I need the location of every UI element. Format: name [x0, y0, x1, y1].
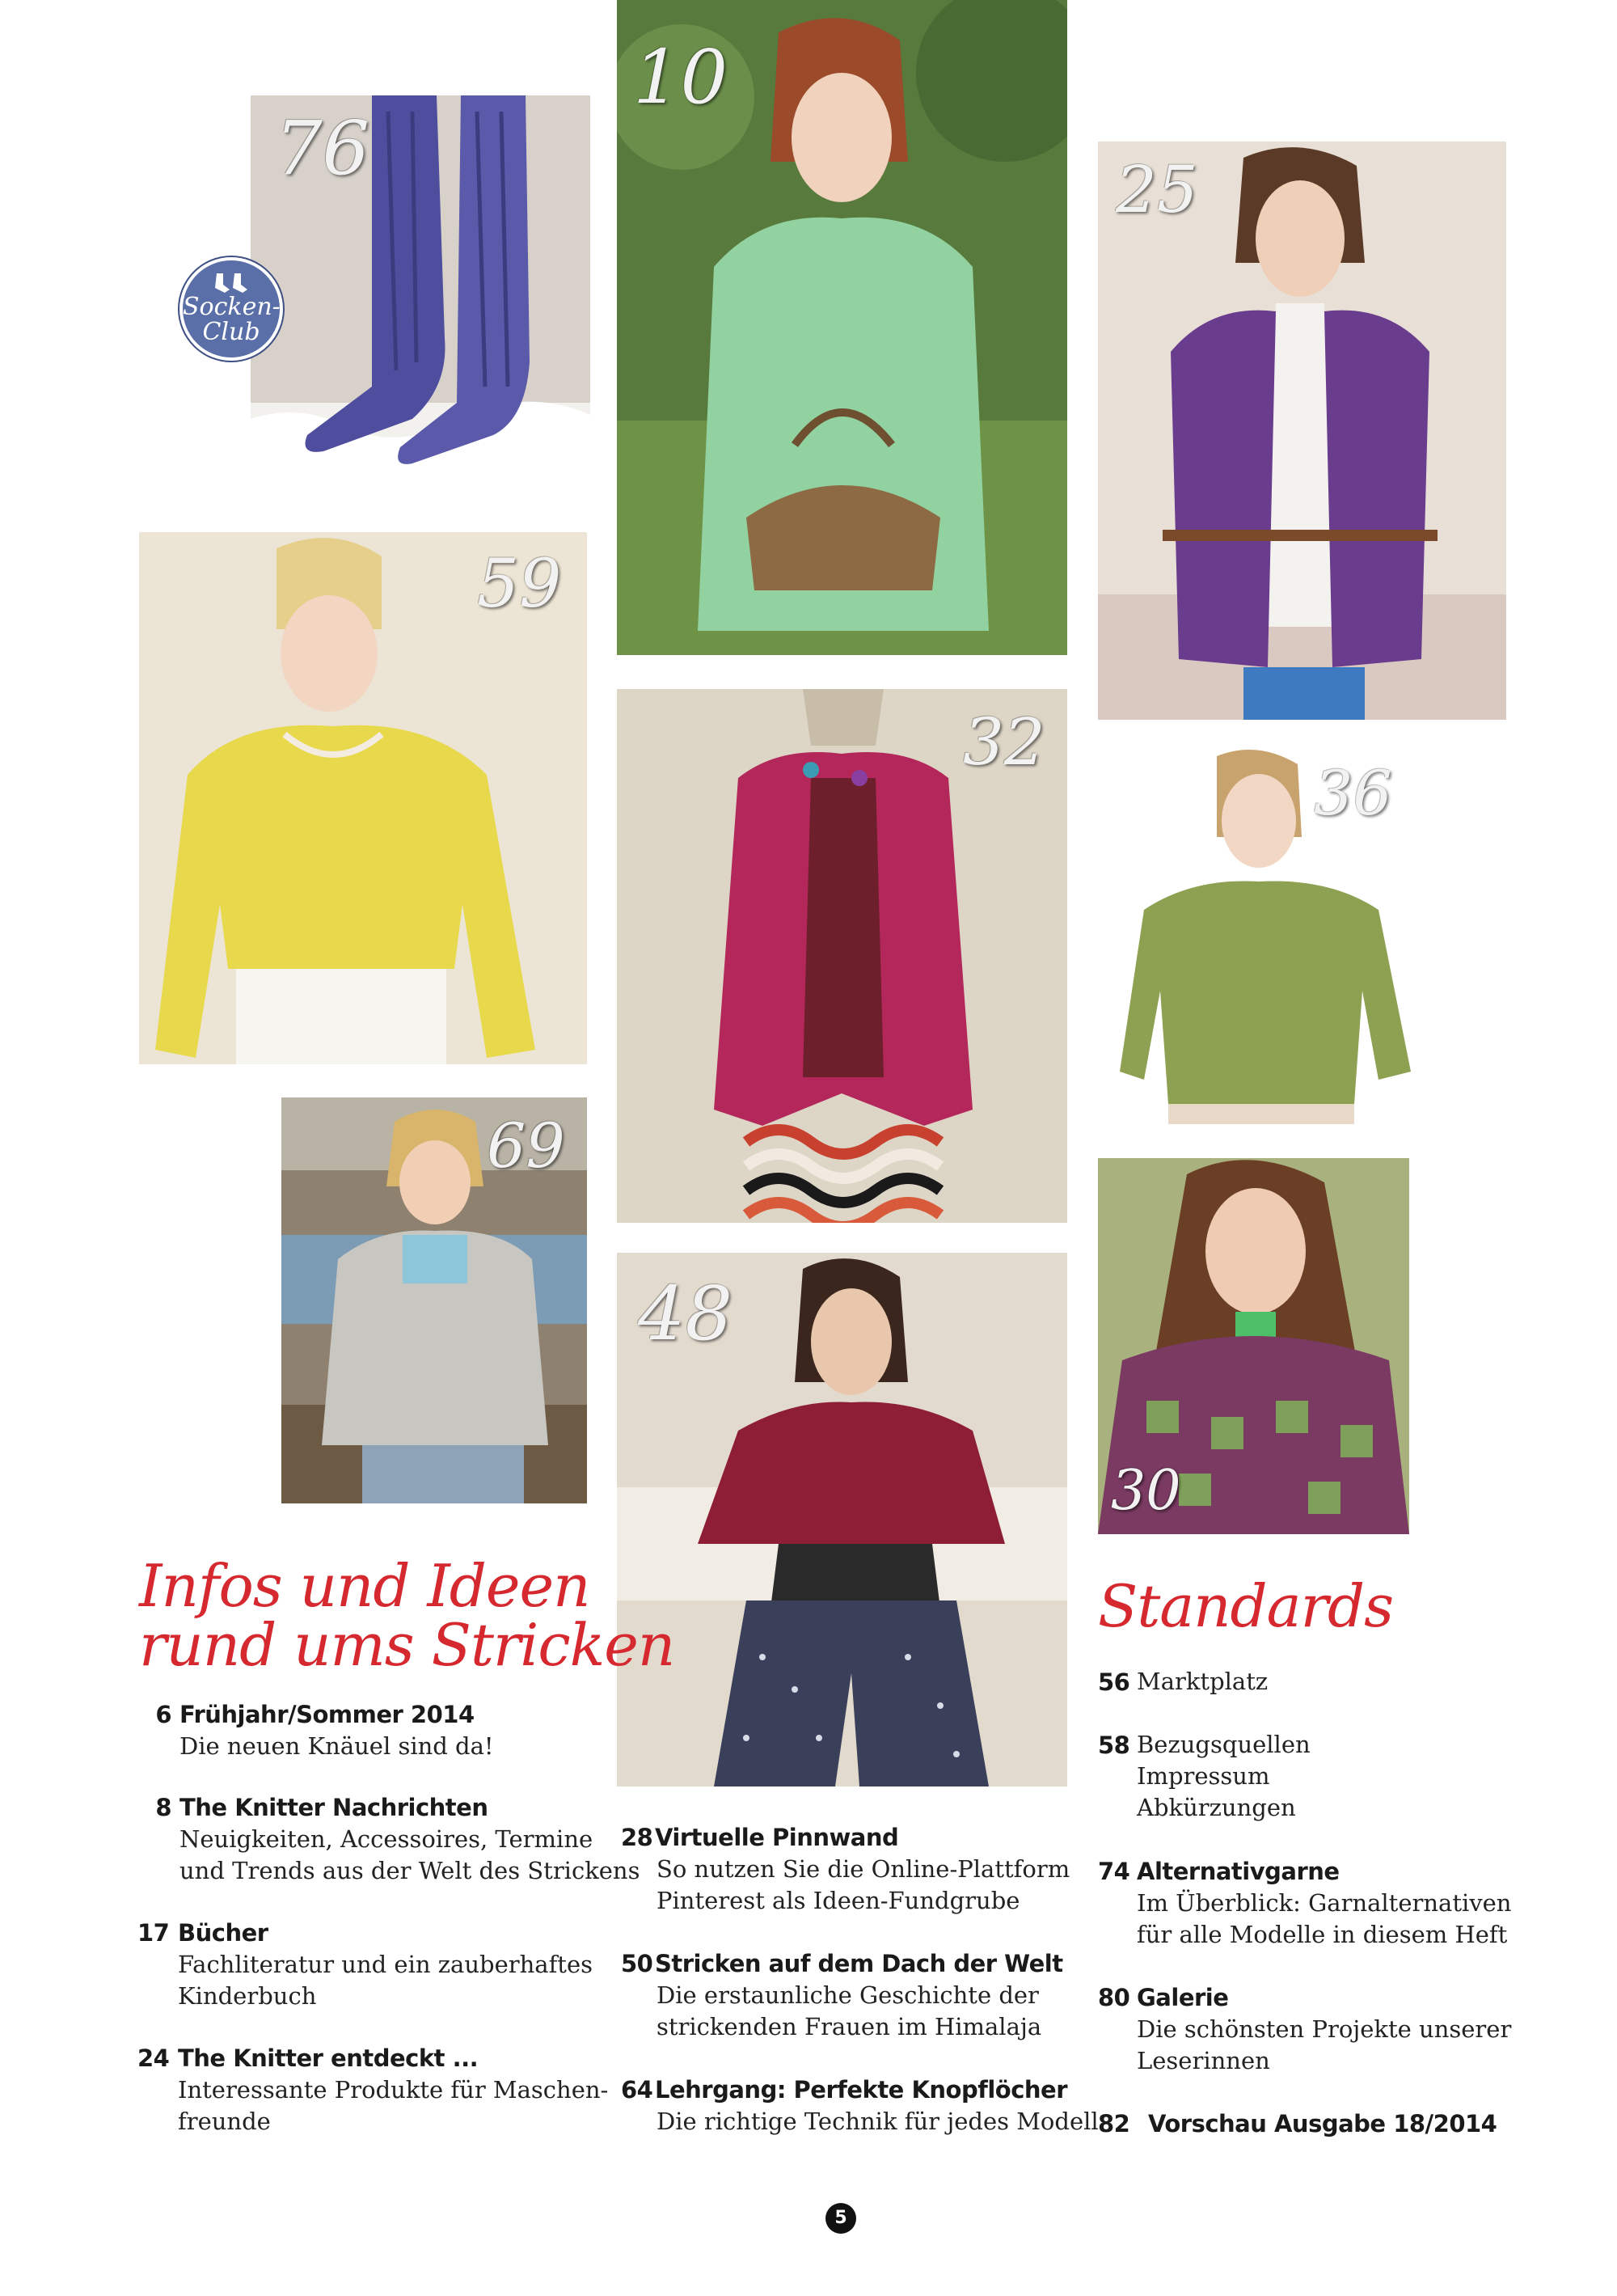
entry-title: Bücher: [178, 1919, 268, 1947]
entry-description: Die richtige Technik für jedes Modell: [657, 2108, 1099, 2135]
entry-title: Stricken auf dem Dach der Welt: [655, 1950, 1063, 1977]
toc-entry[interactable]: [621, 1947, 1106, 2043]
entry-page-number: 56: [1098, 1668, 1130, 1696]
entry-page-number: 28: [621, 1824, 653, 1851]
entry-page-number: 6: [155, 1701, 171, 1728]
photo-number: 32: [963, 704, 1045, 780]
photo-number: 76: [275, 105, 370, 192]
entry-title: The Knitter entdeckt ...: [178, 2044, 479, 2072]
heading-line1: Infos und Ideen: [139, 1552, 590, 1620]
entry-title: Alternativgarne: [1137, 1858, 1340, 1885]
toc-entry[interactable]: [1098, 1666, 1551, 1698]
entry-title: Galerie: [1137, 1984, 1229, 2011]
entry-description: Neuigkeiten, Accessoires, Termine und Trends aus der Welt des Strickens: [179, 1825, 640, 1884]
photo-pink-jacket[interactable]: [617, 689, 1067, 1223]
badge-line1: Socken-: [183, 293, 281, 321]
photo-purple-cardigan[interactable]: [1098, 142, 1506, 720]
toc-entry[interactable]: [621, 2074, 1106, 2137]
photo-green-top[interactable]: [1120, 748, 1435, 1124]
entry-description: Fachliteratur und ein zauberhaftes Kinderbuch: [178, 1951, 593, 2010]
entry-description: Die neuen Knäuel sind da!: [179, 1732, 494, 1760]
section-heading-infos: [139, 1552, 675, 1680]
entry-description: Im Überblick: Garnalternativen für alle Modelle in diesem Heft: [1137, 1889, 1512, 1948]
sock-icon: [207, 273, 255, 293]
photo-green-cardigan[interactable]: [617, 0, 1067, 655]
entry-description: Die erstaunliche Geschichte der strickenden Frauen im Himalaja: [657, 1981, 1042, 2040]
entry-page-number: 80: [1098, 1984, 1130, 2011]
photo-socks[interactable]: [251, 95, 590, 500]
entry-lines: Bezugsquellen Impressum Abkürzungen: [1137, 1731, 1311, 1821]
photo-number: 36: [1314, 757, 1392, 829]
entry-page-number: 82: [1098, 2110, 1130, 2137]
photo-number: 25: [1116, 152, 1198, 227]
entry-page-number: 17: [137, 1919, 170, 1947]
entry-page-number: 64: [621, 2076, 653, 2104]
photo-yellow-sweater[interactable]: [139, 532, 587, 1064]
toc-entry[interactable]: [137, 1698, 606, 1762]
toc-entry[interactable]: [137, 2042, 609, 2137]
entry-page-number: 58: [1098, 1732, 1130, 1759]
entry-page-number: 8: [155, 1794, 171, 1821]
entry-title: Frühjahr/Sommer 2014: [179, 1701, 475, 1728]
toc-entry[interactable]: [1098, 2108, 1583, 2140]
heading-line2: rund ums Stricken: [139, 1611, 675, 1680]
photo-number: 69: [487, 1110, 565, 1182]
entry-title: Virtuelle Pinnwand: [655, 1824, 899, 1851]
purple-cardigan-illustration: [1098, 142, 1506, 720]
toc-entry[interactable]: [1098, 1855, 1551, 1951]
sockenclub-badge[interactable]: [179, 257, 283, 361]
section-heading-standards: Standards: [1098, 1572, 1394, 1640]
entry-description: Interessante Produkte für Maschen- freunde: [178, 2076, 609, 2135]
page-number: 5: [825, 2203, 856, 2234]
entry-page-number: 74: [1098, 1858, 1130, 1885]
photo-number: 59: [477, 546, 562, 623]
entry-title: Vorschau Ausgabe 18/2014: [1148, 2110, 1497, 2137]
entry-description: So nutzen Sie die Online-Plattform Pinterest als Ideen-Fundgrube: [657, 1855, 1070, 1914]
entry-lines: Marktplatz: [1137, 1668, 1269, 1695]
photo-red-poncho[interactable]: [617, 1253, 1067, 1786]
photo-boy-cardigan[interactable]: [281, 1097, 587, 1503]
badge-line2: Club: [202, 318, 260, 346]
toc-entry[interactable]: [621, 1821, 1106, 1917]
toc-entry[interactable]: [137, 1917, 606, 2012]
entry-page-number: 24: [137, 2044, 170, 2072]
photo-scarf[interactable]: [1098, 1158, 1409, 1534]
toc-entry[interactable]: [1098, 1981, 1551, 2077]
photo-number: 30: [1111, 1459, 1181, 1523]
entry-description: Die schönsten Projekte unserer Leserinnen: [1137, 2015, 1512, 2074]
entry-title: Lehrgang: Perfekte Knopflöcher: [655, 2076, 1068, 2104]
photo-number: 48: [638, 1271, 733, 1357]
entry-page-number: 50: [621, 1950, 653, 1977]
entry-title: The Knitter Nachrichten: [179, 1794, 488, 1821]
photo-number: 10: [633, 34, 728, 121]
toc-entry[interactable]: [1098, 1729, 1551, 1824]
